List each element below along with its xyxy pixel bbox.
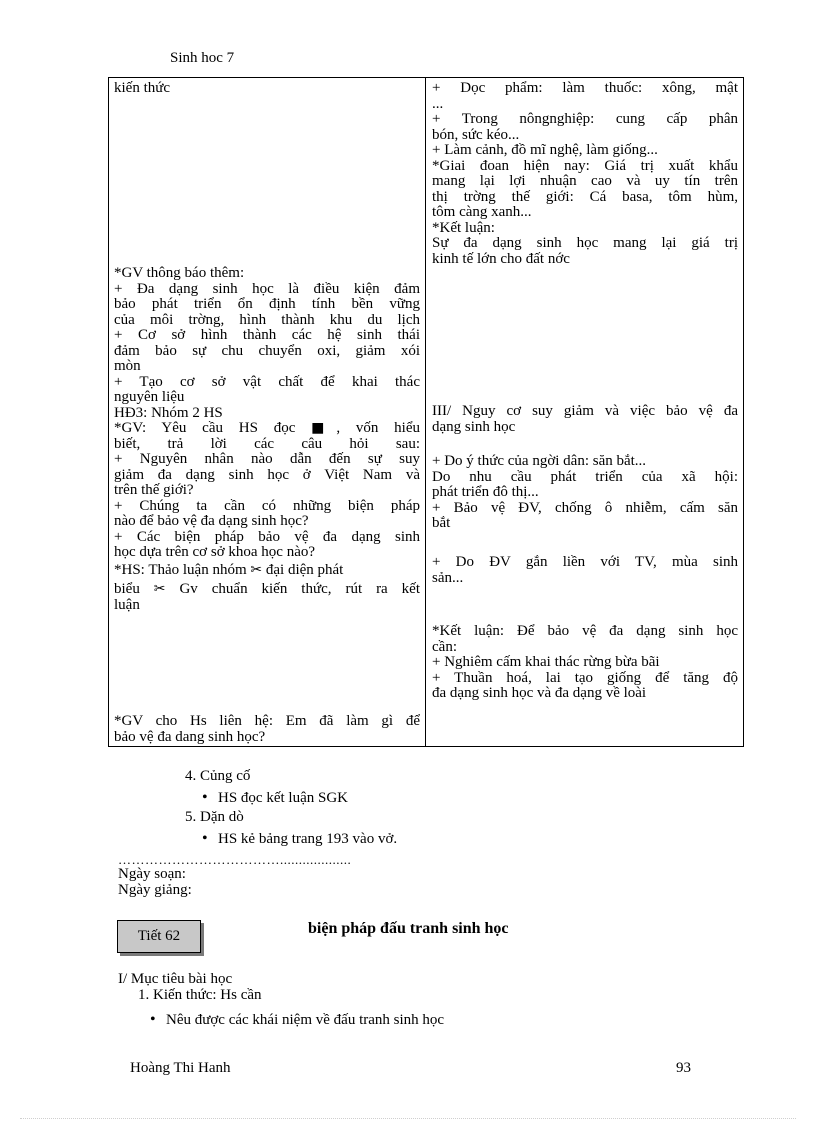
square-icon: ■ [311, 420, 337, 436]
table-line: III/ Nguy cơ suy giảm và việc bảo vệ đa [432, 403, 738, 419]
left-block-gv-info [114, 266, 420, 613]
scissors-icon: ✂ [250, 561, 263, 578]
teach-date-label: Ngày giảng: [118, 882, 192, 898]
table-line: HĐ3: Nhóm 2 HS [114, 404, 223, 421]
table-line: luận [114, 596, 140, 613]
hs-discussion-pre: *HS: Thảo luận nhóm [114, 561, 251, 578]
table-line: + Làm cảnh, đồ mĩ nghệ, làm giống... [432, 142, 658, 158]
scissors-icon: ✂ [153, 581, 166, 597]
hs-discussion-post: đại diện phát [262, 561, 344, 578]
hs-present-line [114, 582, 420, 598]
table-line: bảo vệ đa dang sinh học? [114, 728, 266, 745]
table-line: + Thuần hoá, lai tạo giống để tăng độ [432, 669, 738, 686]
table-line: cần: [432, 638, 457, 655]
table-line: + Do ý thức của ngời dân: săn bắt... [432, 453, 647, 469]
table-line: *Giai đoan hiện nay: Giá trị xuất khẩu [432, 157, 738, 174]
right-block-threats-heading [432, 404, 738, 435]
table-line: sản... [432, 569, 464, 586]
objectives-bullet: • Nêu được các khái niệm về đấu tranh sinh học [166, 1012, 444, 1029]
separator-dots: ………………………………................... [118, 852, 352, 867]
page-header: Sinh hoc 7 [170, 50, 235, 66]
footer-author: Hoàng Thi Hanh [130, 1060, 231, 1076]
hs-discussion-line [114, 563, 420, 579]
lesson-title: biện pháp đấu tranh sinh học [308, 920, 509, 937]
prep-date-label: Ngày soạn: [118, 866, 186, 882]
table-line: nào để bảo vệ đa dạng sinh học? [114, 513, 309, 529]
table-line: bảo phát triển ổn định tính bền vững [114, 296, 420, 312]
table-line: + Chúng ta cần có những biện pháp [114, 497, 420, 514]
objectives-heading: I/ Mục tiêu bài học [118, 971, 233, 987]
table-line: nguyên liệu [114, 389, 185, 405]
table-line: + Do ĐV gắn liền với TV, mùa sinh [432, 554, 738, 570]
table-line: + Dọc phẩm: làm thuốc: xông, mật [432, 80, 738, 96]
page-number: 93 [676, 1060, 691, 1076]
table-line: biết, trả lời các câu hỏi sau: [114, 435, 420, 452]
table-line: đa dạng sinh học và đa dạng về loài [432, 685, 647, 701]
right-block-values [432, 81, 738, 267]
table-line: trên thế giới? [114, 482, 194, 498]
table-line: giảm đa dạng sinh học ở Việt Nam và [114, 466, 420, 483]
list-item-homework: 5. Dặn dò [185, 809, 244, 825]
lesson-number-box [117, 920, 201, 953]
table-line: *Kết luận: Để bảo vệ đa dạng sinh học [432, 623, 738, 639]
table-line: + Trong nôngnghiệp: cung cấp phân [432, 111, 738, 127]
lesson-number: Tiết 62 [137, 928, 181, 944]
table-line: thị trờng thế giới: Cá basa, tôm hùm, [432, 188, 738, 205]
table-line: bắt [432, 515, 451, 531]
hs-present-post: Gv chuẩn kiến thức, rút ra kết [165, 581, 420, 597]
table-line: + Đa dạng sinh học là điều kiện đảm [114, 280, 420, 297]
table-line: học dựa trên cơ sở khoa học nào? [114, 544, 316, 560]
table-line: kinh tế lớn cho đất nớc [432, 250, 570, 267]
table-line: Do nhu cầu phát triển của xã hội: [432, 468, 738, 485]
list-bullet: • HS đọc kết luận SGK [218, 790, 348, 807]
table-line: ... [432, 95, 444, 112]
table-line: *GV thông báo thêm: [114, 265, 245, 281]
table-divider [425, 78, 426, 746]
lesson-table [108, 77, 744, 747]
hs-present-pre: biểu [114, 581, 154, 597]
table-line: của môi trờng, hình thành khu du lịch [114, 311, 420, 328]
table-line: mòn [114, 358, 141, 374]
table-line: dạng sinh học [432, 418, 516, 435]
table-line: đảm bảo sự chu chuyển oxi, giảm xói [114, 342, 420, 359]
left-block-relate [114, 714, 420, 745]
right-block-conclusion [432, 624, 738, 702]
table-line: phát triển đô thị... [432, 484, 539, 500]
table-line: + Các biện pháp bảo vệ đa dạng sinh [114, 528, 420, 545]
table-line: + Tạo cơ sở vật chất để khai thác [114, 373, 420, 390]
table-line: + Cơ sở hình thành các hệ sinh thái [114, 327, 420, 343]
table-line: Sự đa dạng sinh học mang lại giá trị [432, 235, 738, 251]
table-line: *Kết luận: [432, 219, 495, 236]
table-line: *GV cho Hs liên hệ: Em đã làm gì để [114, 713, 420, 729]
gv-request-pre: *GV: Yêu cầu HS đọc [114, 420, 312, 436]
page-bottom-divider [20, 1118, 796, 1119]
table-line: tôm càng xanh... [432, 204, 532, 220]
table-line: mang lại lợi nhuận cao và uy tín trên [432, 173, 738, 189]
table-line: bón, sức kéo... [432, 126, 520, 143]
list-bullet: • HS kẻ bảng trang 193 vào vở. [218, 831, 397, 848]
gv-request-line [114, 421, 420, 437]
objectives-sub: 1. Kiến thức: Hs cần [138, 987, 262, 1003]
table-line: + Nguyên nhân nào dẫn đến sự suy [114, 451, 420, 467]
gv-request-post: , vốn hiểu [336, 420, 420, 436]
table-line: kiến thức [114, 80, 171, 96]
table-line: + Nghiêm cấm khai thác rừng bừa bãi [432, 654, 660, 670]
right-block-science-basis [432, 555, 738, 586]
left-block-knowledge [114, 81, 420, 97]
list-item-consolidate: 4. Củng cố [185, 768, 251, 784]
right-block-causes [432, 454, 738, 532]
table-line: + Bảo vệ ĐV, chống ô nhiễm, cấm săn [432, 499, 738, 516]
